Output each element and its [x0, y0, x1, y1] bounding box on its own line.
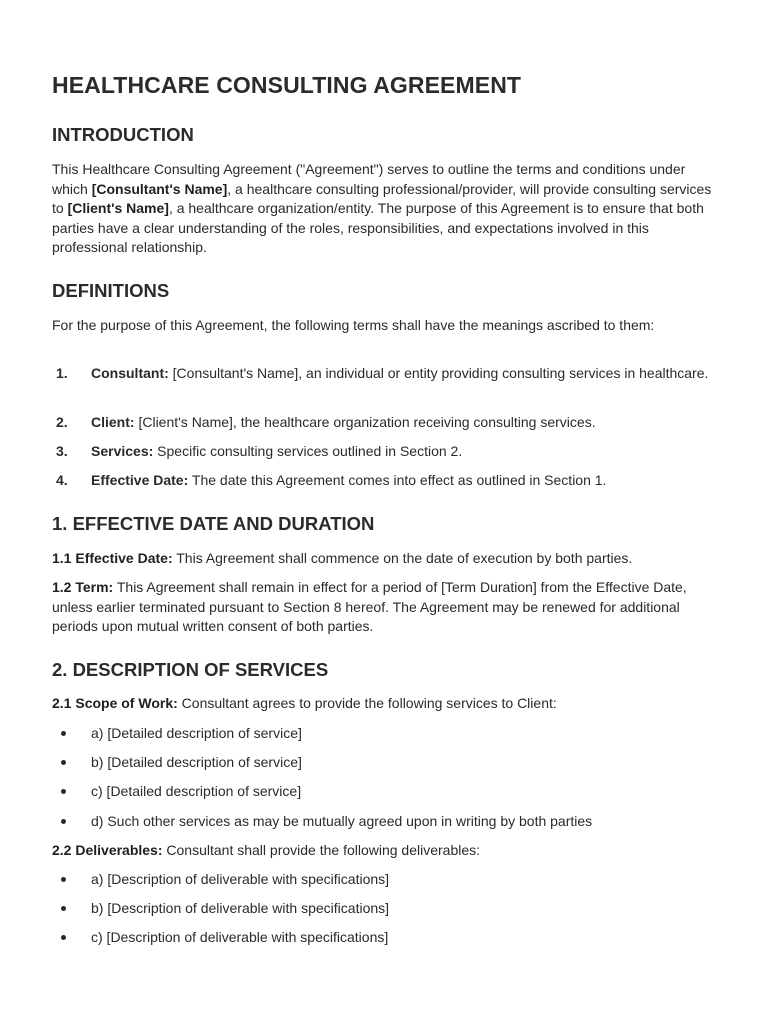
effective-date-paragraph	[52, 549, 722, 569]
definition-item	[52, 413, 722, 433]
definition-item	[52, 364, 722, 384]
consultant-name-placeholder: [Consultant's Name]	[91, 180, 228, 197]
section-2-heading: 2. DESCRIPTION OF SERVICES	[52, 659, 329, 680]
definition-text: [Consultant's Name], an individual or entity providing consulting services in healthcare.	[168, 365, 709, 381]
deliverable-list-item	[52, 928, 722, 948]
intro-text-2: , a healthcare consulting professional/provider, will provide consulting services to	[52, 180, 712, 216]
scope-of-work-label: 2.1 Scope of Work:	[52, 695, 178, 711]
bullet-icon	[61, 906, 66, 911]
definition-text: [Client's Name], the healthcare organization receiving consulting services.	[134, 414, 596, 430]
deliverable-list-item	[52, 899, 722, 919]
bullet-icon	[61, 760, 66, 765]
term-text: This Agreement shall remain in effect for a period of [Term Duration] from the Effective Date, unless earlier terminated pursuant to Section 8 hereof. The Agreement may be renewed for additional periods upon mutual written consent of both parties.	[52, 579, 687, 634]
definition-item	[52, 442, 722, 462]
definitions-intro: For the purpose of this Agreement, the following terms shall have the meanings ascribed to them:	[52, 317, 655, 333]
deliverable-list-item	[52, 870, 722, 890]
deliverable-text: b) [Description of deliverable with specifications]	[91, 900, 390, 916]
term-label: 1.2 Term:	[52, 579, 114, 595]
deliverables-text: Consultant shall provide the following deliverables:	[162, 842, 481, 858]
definition-term: Client:	[91, 414, 135, 430]
effective-date-text: This Agreement shall commence on the date of execution by both parties.	[172, 550, 633, 566]
definition-text: Specific consulting services outlined in Section 2.	[153, 443, 463, 459]
document-title: HEALTHCARE CONSULTING AGREEMENT	[52, 72, 522, 98]
service-text: c) [Detailed description of service]	[91, 783, 302, 799]
bullet-icon	[61, 819, 66, 824]
definition-number: 4.	[56, 472, 68, 488]
service-list-item	[52, 753, 722, 773]
service-list-item	[52, 812, 722, 832]
deliverables-paragraph	[52, 841, 722, 861]
definition-term: Consultant:	[91, 365, 169, 381]
service-text: d) Such other services as may be mutually agreed upon in writing by both parties	[91, 813, 593, 829]
deliverable-text: c) [Description of deliverable with specifications]	[91, 929, 389, 945]
definition-item	[52, 471, 722, 491]
definition-text: The date this Agreement comes into effect as outlined in Section 1.	[188, 472, 607, 488]
bullet-icon	[61, 935, 66, 940]
client-name-placeholder: [Client's Name]	[67, 200, 169, 216]
service-text: a) [Detailed description of service]	[91, 725, 302, 741]
service-list-item	[52, 782, 722, 802]
definition-term: Effective Date:	[91, 472, 189, 488]
scope-of-work-paragraph	[52, 694, 722, 714]
bullet-icon	[61, 731, 66, 736]
definition-number: 3.	[56, 443, 68, 459]
intro-text-3: , a healthcare organization/entity. The purpose of this Agreement is to ensure that both parties have a clear understanding of the roles, responsibilities, and expectations involved in this professional relationship.	[52, 200, 704, 255]
definitions-heading: DEFINITIONS	[52, 280, 170, 301]
term-paragraph	[52, 578, 722, 637]
deliverables-label: 2.2 Deliverables:	[52, 842, 163, 858]
introduction-heading: INTRODUCTION	[52, 124, 194, 145]
bullet-icon	[61, 877, 66, 882]
deliverable-text: a) [Description of deliverable with specifications]	[91, 871, 390, 887]
definition-number: 1.	[56, 365, 68, 381]
effective-date-label: 1.1 Effective Date:	[52, 550, 173, 566]
definition-term: Services:	[91, 443, 154, 459]
definition-number: 2.	[56, 414, 68, 430]
introduction-paragraph	[52, 160, 722, 258]
service-list-item	[52, 724, 722, 744]
service-text: b) [Detailed description of service]	[91, 754, 302, 770]
section-1-heading: 1. EFFECTIVE DATE AND DURATION	[52, 513, 375, 534]
intro-text-1: This Healthcare Consulting Agreement ("Agreement") serves to outline the terms and conditions under which	[52, 161, 686, 197]
bullet-icon	[61, 789, 66, 794]
scope-of-work-text: Consultant agrees to provide the following services to Client:	[177, 695, 557, 711]
